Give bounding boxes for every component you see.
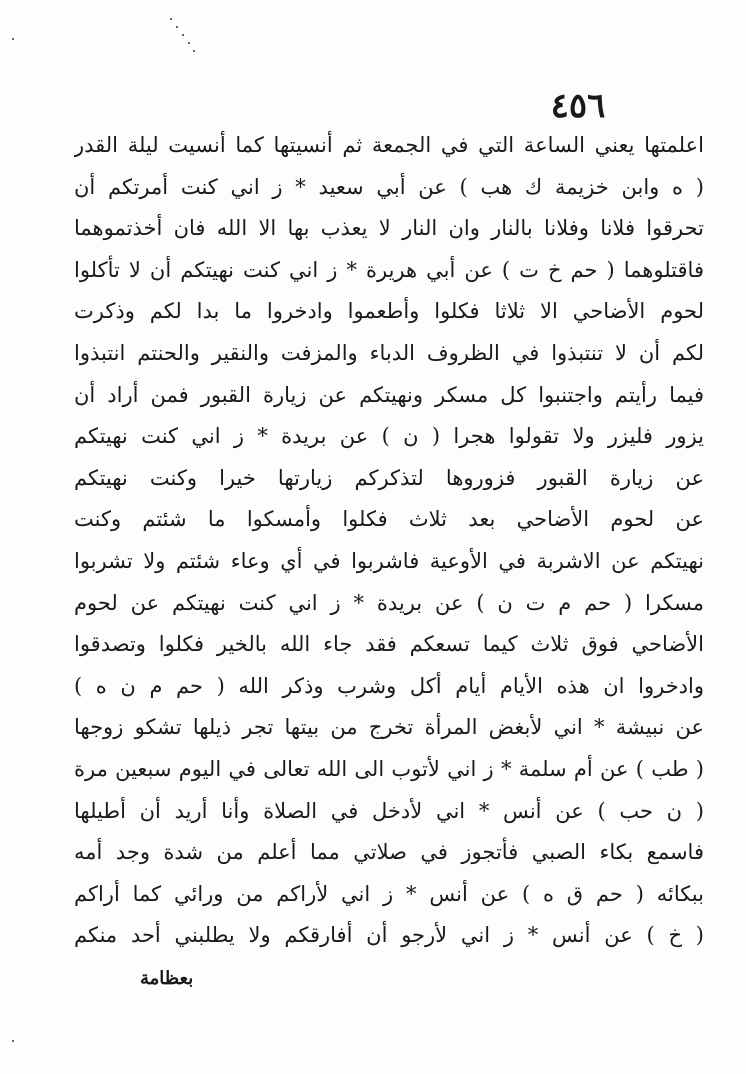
text-line: ببكائه ( حم ق ه ) عن أنس * ز اني لأراكم من ورائي كما أراكم (74, 881, 704, 906)
page-speckles (160, 14, 200, 64)
text-line: عن نبيشة * اني لأبغض المرأة تخرج من بيتها تجر ذيلها تشكو زوجها (74, 715, 704, 740)
text-line: فيما رأيتم واجتنبوا كل مسكر ونهيتكم عن زيارة القبور فمن أراد أن (74, 382, 704, 407)
page-number: ٤٥٦ (550, 86, 606, 126)
text-line: تحرقوا فلانا وفلانا بالنار وان النار لا يعذب بها الا الله فان أخذتموهما (74, 216, 704, 241)
margin-speck (12, 1040, 14, 1042)
text-line: فاسمع بكاء الصبي فأتجوز في صلاتي مما أعلم من شدة وجد أمه (74, 840, 704, 865)
text-line: لكم أن لا تنتبذوا في الظروف الدباء والمزفت والنقير والحنتم انتبذوا (74, 340, 704, 365)
text-line: ( ه وابن خزيمة ك هب ) عن أبي سعيد * ز اني كنت أمرتكم أن (74, 174, 704, 199)
text-line: لحوم الأضاحي الا ثلاثا فكلوا وأطعموا وادخروا ما بدا لكم وذكرت (74, 299, 704, 324)
text-line: نهيتكم عن الاشربة في الأوعية فاشربوا في أي وعاء شئتم ولا تشربوا (74, 548, 704, 573)
text-line: عن زيارة القبور فزوروها لتذكركم زيارتها خيرا وكنت نهيتكم (74, 465, 704, 490)
text-line: اعلمتها يعني الساعة التي في الجمعة ثم أنسيتها كما أنسيت ليلة القدر (74, 133, 704, 157)
text-line: فاقتلوهما ( حم خ ت ) عن أبي هريرة * ز اني كنت نهيتكم أن لا تأكلوا (74, 257, 704, 282)
margin-speck (12, 38, 14, 40)
catchword: بعظامة (140, 968, 194, 989)
text-line: الأضاحي فوق ثلاث كيما تسعكم فقد جاء الله بالخير فكلوا وتصدقوا (74, 632, 704, 657)
body-text (74, 125, 704, 957)
text-line: ( طب ) عن أم سلمة * ز اني لأتوب الى الله تعالى في اليوم سبعين مرة (74, 756, 704, 781)
text-line: وادخروا ان هذه الأيام أيام أكل وشرب وذكر الله ( حم م ن ه ) (74, 673, 704, 698)
text-line: يزور فليزر ولا تقولوا هجرا ( ن ) عن بريدة * ز اني كنت نهيتكم (74, 424, 704, 449)
text-line: ( ن حب ) عن أنس * اني لأدخل في الصلاة وأنا أريد أن أطيلها (74, 798, 704, 823)
text-line: عن لحوم الأضاحي بعد ثلاث فكلوا وأمسكوا ما شئتم وكنت (74, 507, 704, 532)
text-line: مسكرا ( حم م ت ن ) عن بريدة * ز اني كنت نهيتكم عن لحوم (74, 590, 704, 615)
text-line: ( خ ) عن أنس * ز اني لأرجو أن أفارقكم ولا يطلبني أحد منكم (74, 923, 704, 948)
